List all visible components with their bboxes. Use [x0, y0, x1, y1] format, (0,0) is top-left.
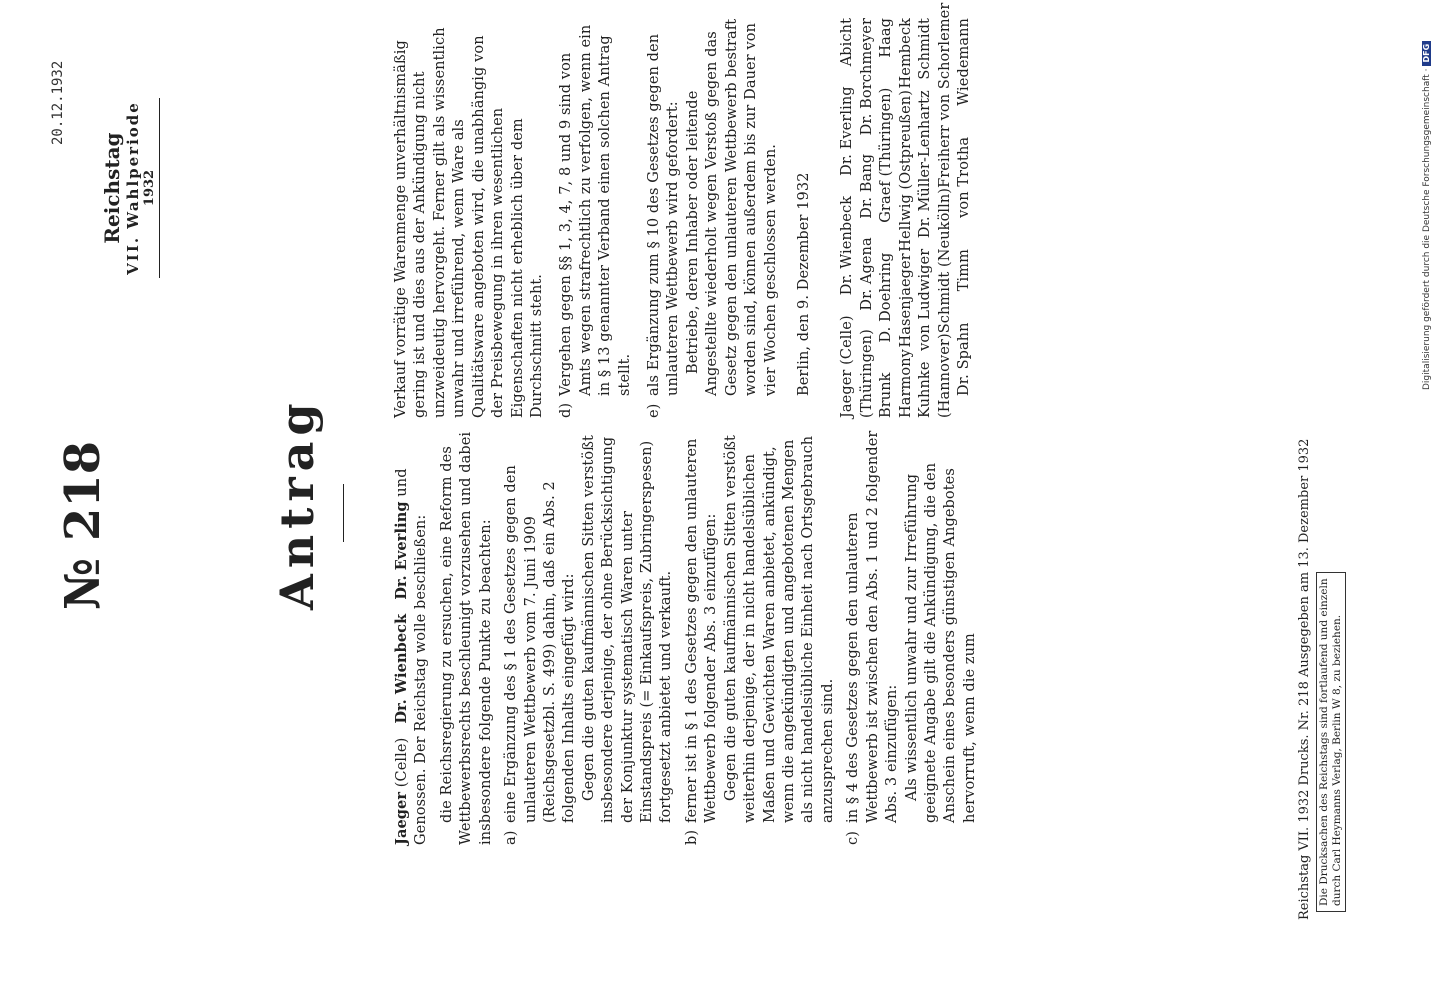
intro-name-1: Jaeger	[393, 791, 410, 845]
continuation-paragraph: Verkauf vorrätige Warenmenge unverhältnismäßig gering ist und dies aus der Ankündigung nicht unzweideutig hervorgeht. Ferner gilt als wissentlich unwahr und irreführend, wenn Ware als Qualitätsware angeboten wird, die unabhängig von der Preisbewegung in ihren wesentlichen Eigenschaften nicht erheblich über dem Durchschnitt steht.	[393, 27, 545, 418]
header-year: 1932	[142, 169, 157, 207]
right-column	[392, 2, 974, 418]
left-column	[392, 425, 980, 845]
dfg-logo: DFG	[1422, 41, 1431, 66]
list-item: c) in § 4 des Gesetzes gegen den unlauteren Wettbewerb ist zwischen den Abs. 1 und 2 folgender Abs. 3 einzufügen:	[845, 430, 901, 845]
signatories	[838, 2, 974, 418]
intro-rest: und Genossen. Der Reichstag wolle beschließen:	[394, 468, 430, 845]
header-rule	[159, 98, 160, 278]
document-number: № 218	[55, 440, 111, 610]
header-block	[100, 88, 160, 288]
intro-name-2: Dr. Wienbeck	[393, 613, 410, 724]
notice-line-2: durch Carl Heymanns Verlag, Berlin W 8, zu beziehen.	[1331, 614, 1344, 906]
signatory-row: Jaeger (Celle) Dr. Wienbeck Dr. Everling Abicht	[839, 18, 856, 418]
footer-line: Reichstag VII. 1932 Drucks. Nr. 218 Ausgegeben am 13. Dezember 1932	[1297, 438, 1312, 920]
header-title: Reichstag	[100, 132, 124, 244]
intro-line	[392, 425, 432, 845]
list-item: b) ferner ist in § 1 des Gesetzes gegen den unlauteren Wettbewerb folgender Abs. 3 einzufügen:	[683, 438, 720, 845]
date-line: Berlin, den 9. Dezember 1932	[796, 172, 813, 396]
dfg-credit-text: Digitalisierung gefördert durch die Deutsche Forschungsgemeinschaft ·	[1422, 68, 1432, 390]
intro-name-1-suffix: (Celle)	[394, 737, 410, 792]
list-item: Betriebe, deren Inhaber oder leitende Angestellte wiederholt wegen Verstoß gegen das Gesetz gegen den unlauteren Wettbewerb bestraft worden sind, können außerdem bis zur Dauer von vier Wochen geschlossen werden.	[684, 18, 779, 396]
notice-line-1: Die Drucksachen des Reichstags sind fortlaufend und einzeln	[1318, 578, 1330, 906]
signatory-row: Harmony Hasenjaeger Hellwig (Ostpreußen) Hembeck	[897, 18, 914, 418]
heading-rule	[343, 484, 344, 542]
signatory-row: Dr. Spahn Timm von Trotha Wiedemann	[955, 18, 972, 396]
list-item: Gegen die guten kaufmännischen Sitten verstößt weiterhin derjenige, der in nicht handelsüblichen Maßen und Gewichten Waren anbietet, ankündigt, wenn die angekündigten und angebotenen Mengen als nicht handelsübliche Einheit nach Ortsgebrauch anzusprechen sind.	[722, 435, 836, 823]
dfg-credit	[1422, 41, 1432, 390]
signatory-row: Brunk D. Doehring Graef (Thüringen) Haag	[878, 18, 895, 418]
signatory-row: (Thüringen) Dr. Agena Dr. Bang Dr. Borchmeyer	[858, 18, 875, 418]
intro-name-3: Dr. Everling	[393, 501, 410, 600]
lead-paragraph: die Reichsregierung zu ersuchen, eine Reform des Wettbewerbsrechts beschleunigt vorzusehen und dabei insbesondere folgende Punkte zu beachten:	[438, 431, 494, 845]
header-period: VII. Wahlperiode	[124, 101, 142, 275]
list-item: d) Vergehen gegen §§ 1, 3, 4, 7, 8 und 9 sind von Amts wegen strafrechtlich zu verfolgen, wenn ein in § 13 genannter Verband einen solchen Antrag stellt.	[558, 24, 633, 418]
signatory-row: Kuhnke von Ludwiger Dr. Müller-Lenhartz Schmidt	[917, 18, 934, 418]
distribution-notice	[1316, 572, 1346, 912]
list-item: e) als Ergänzung zum § 10 des Gesetzes gegen den unlauteren Wettbewerb wird gefordert:	[646, 33, 682, 418]
list-item: a) eine Ergänzung des § 1 des Gesetzes gegen den unlauteren Wettbewerb vom 7. Juni 1909 (Reichsgesetzbl. S. 499) dahin, daß ein Abs. 2 folgenden Inhalts eingefügt wird:	[503, 465, 578, 845]
list-item: Gegen die guten kaufmännischen Sitten verstößt insbesondere derjenige, der ohne Berücksichtigung der Konjunktur systematisch Waren unter Einstandspreis (= Einkaufspreis, Zubringerspesen) fortgesetzt anbietet und verkauft.	[580, 435, 675, 823]
page-heading: Antrag	[270, 397, 324, 610]
list-item: Als wissentlich unwahr und zur Irreführung geeignete Angabe gilt die Ankündigung, die den Anschein eines besonders günstigen Angebotes hervorruft, wenn die zum	[903, 462, 978, 823]
signatory-row: (Hannover) Schmidt (Neukölln) Freiherr von Schorlemer	[936, 2, 953, 418]
archive-stamp: 20.12.1932	[50, 60, 66, 145]
